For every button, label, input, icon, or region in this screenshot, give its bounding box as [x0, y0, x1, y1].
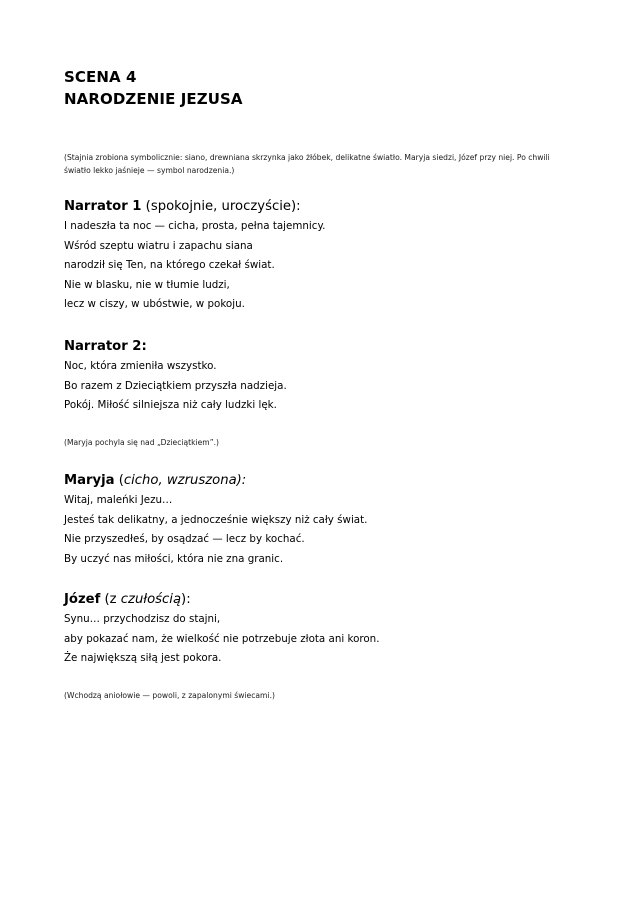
speaker-name: Maryja	[64, 473, 115, 488]
dialogue-narrator-1	[64, 217, 325, 315]
dialogue-line: By uczyć nas miłości, która nie zna granic.	[64, 552, 284, 565]
dialogue-line: Bo razem z Dzieciątkiem przyszła nadzieja.	[64, 379, 287, 392]
speaker-name: Narrator 1	[64, 199, 142, 214]
scene-title: NARODZENIE JEZUSA	[64, 90, 243, 108]
speaker-direction-open: (z	[100, 592, 121, 607]
scene-title-block	[64, 66, 243, 110]
dialogue-line: lecz w ciszy, w ubóstwie, w pokoju.	[64, 298, 245, 311]
dialogue-line: Nie w blasku, nie w tłumie ludzi,	[64, 278, 230, 291]
dialogue-line: Noc, która zmieniła wszystko.	[64, 360, 217, 372]
dialogue-line: aby pokazać nam, że wielkość nie potrzebuje złota ani koron.	[64, 632, 380, 645]
speaker-name: Józef	[64, 592, 101, 607]
dialogue-line: Wśród szeptu wiatru i zapachu siana	[64, 239, 253, 252]
dialogue-line: Nie przyszedłeś, by osądzać — lecz by kochać.	[64, 533, 305, 546]
dialogue-line: I nadeszła ta noc — cicha, prosta, pełna tajemnicy.	[64, 220, 326, 232]
speaker-maryja	[64, 472, 246, 490]
speaker-narrator-2	[64, 338, 147, 356]
speaker-direction-close: ):	[181, 592, 191, 607]
speaker-direction-open: (	[114, 473, 124, 488]
stage-direction-maryja: (Maryja pochyla się nad „Dzieciątkiem”.)	[64, 438, 220, 447]
stage-direction-angels: (Wchodzą aniołowie — powoli, z zapalonymi świecami.)	[64, 691, 275, 700]
dialogue-line: Synu… przychodzisz do stajni,	[64, 613, 221, 625]
speaker-direction-open: (	[141, 199, 151, 214]
scene-heading: SCENA 4	[64, 68, 137, 86]
dialogue-line: Że największą siłą jest pokora.	[64, 652, 222, 665]
speaker-direction-close: ):	[291, 199, 301, 214]
speaker-name: Narrator 2:	[64, 339, 147, 354]
stage-direction-intro: (Stajnia zrobiona symbolicznie: siano, drewniana skrzynka jako żłóbek, delikatne światło. Maryja siedzi, Józef przy niej. Po chwili światło lekko jaśnieje — symbol narodzenia.)	[64, 153, 550, 175]
dialogue-line: Witaj, maleńki Jezu…	[64, 494, 173, 506]
dialogue-maryja	[64, 491, 367, 569]
dialogue-jozef	[64, 610, 379, 669]
speaker-direction: czułością	[120, 592, 182, 607]
speaker-direction: spokojnie, uroczyście	[150, 199, 291, 214]
speaker-narrator-1	[64, 198, 301, 216]
dialogue-line: Jesteś tak delikatny, a jednocześnie większy niż cały świat.	[64, 513, 368, 526]
dialogue-narrator-2	[64, 357, 287, 416]
speaker-jozef	[64, 591, 191, 609]
dialogue-line: Pokój. Miłość silniejsza niż cały ludzki lęk.	[64, 399, 277, 412]
speaker-direction: cicho, wzruszona):	[123, 473, 247, 488]
dialogue-line: narodził się Ten, na którego czekał świat.	[64, 259, 275, 272]
